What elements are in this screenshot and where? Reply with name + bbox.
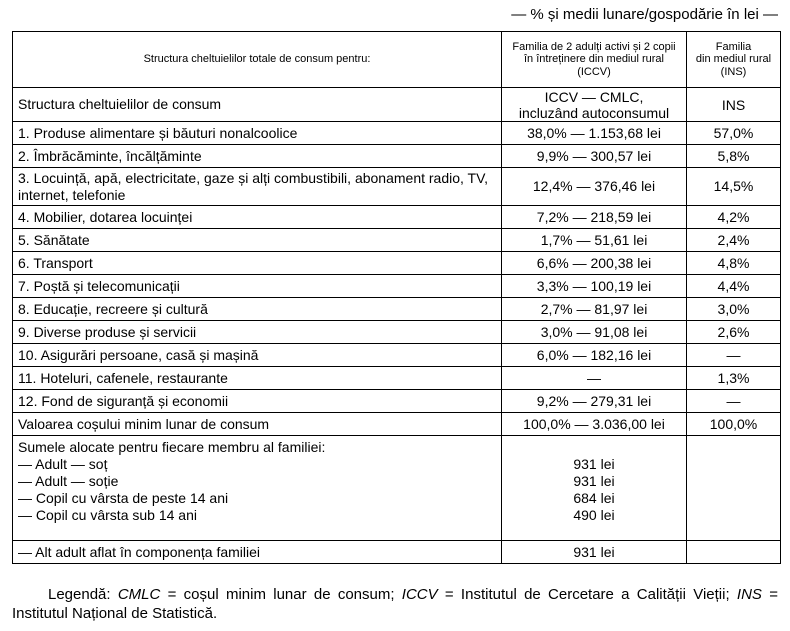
- member-allocation-values: [502, 436, 687, 541]
- legend-ins-abbr: INS: [736, 586, 762, 603]
- row-label: Valoarea coșului minim lunar de consum: [13, 413, 502, 436]
- member-value: 684 lei: [573, 490, 615, 506]
- row-ins-value: 2,6%: [687, 321, 781, 344]
- member-allocation-row: [13, 436, 781, 541]
- row-label: 4. Mobilier, dotarea locuinței: [13, 206, 502, 229]
- member-allocation-title: Sumele alocate pentru fiecare membru al familiei:: [18, 439, 326, 455]
- table-row: [13, 206, 781, 229]
- member-label: — Adult — soț: [18, 456, 108, 472]
- legend-iccv-abbr: ICCV: [401, 586, 438, 603]
- extra-adult-value: 931 lei: [502, 541, 687, 564]
- row-ins-value: —: [687, 344, 781, 367]
- row-iccv-value: 38,0% — 1.153,68 lei: [502, 122, 687, 145]
- header-ins-line1: Familia: [715, 40, 752, 53]
- subheader-structure: Structura cheltuielilor de consum: [13, 88, 502, 122]
- table-row: [13, 298, 781, 321]
- spacer: [507, 439, 681, 456]
- row-ins-value: 4,4%: [687, 275, 781, 298]
- header-iccv-line1: Familia de 2 adulți activi și 2 copii: [512, 40, 676, 53]
- row-ins-value: 5,8%: [687, 145, 781, 168]
- header-ins-line3: (INS): [720, 65, 747, 78]
- row-label: 5. Sănătate: [13, 229, 502, 252]
- subheader-iccv: [502, 88, 687, 122]
- row-ins-value: 3,0%: [687, 298, 781, 321]
- row-label: 6. Transport: [13, 252, 502, 275]
- legend-prefix: Legendă:: [48, 586, 118, 603]
- table-row: [13, 275, 781, 298]
- row-label: 11. Hoteluri, cafenele, restaurante: [13, 367, 502, 390]
- member-value: 931 lei: [573, 456, 615, 472]
- table-row: [13, 229, 781, 252]
- row-ins-value: 4,2%: [687, 206, 781, 229]
- table-row: [13, 344, 781, 367]
- member-label: — Adult — soție: [18, 473, 119, 489]
- row-label: 9. Diverse produse și servicii: [13, 321, 502, 344]
- row-iccv-value: 3,0% — 91,08 lei: [502, 321, 687, 344]
- table-row: [13, 122, 781, 145]
- legend-iccv-def: = Institutul de Cercetare a Calității Vieții;: [437, 586, 737, 603]
- row-iccv-value: 6,0% — 182,16 lei: [502, 344, 687, 367]
- header-structure: Structura cheltuielilor totale de consum pentru:: [13, 32, 502, 88]
- legend-cmlc-def: = coșul minim lunar de consum;: [160, 586, 402, 603]
- table-row: [13, 252, 781, 275]
- member-value: 490 lei: [573, 507, 615, 523]
- row-iccv-value: 3,3% — 100,19 lei: [502, 275, 687, 298]
- table-header-row: [13, 32, 781, 88]
- subheader-ins: INS: [687, 88, 781, 122]
- legend-cmlc-abbr: CMLC: [117, 586, 161, 603]
- row-ins-value: 100,0%: [687, 413, 781, 436]
- extra-adult-ins-empty: [687, 541, 781, 564]
- row-ins-value: 57,0%: [687, 122, 781, 145]
- extra-adult-row: [13, 541, 781, 564]
- consumption-structure-table: [12, 31, 781, 564]
- row-label: 3. Locuință, apă, electricitate, gaze și alți combustibili, abonament radio, TV, internet, telefonie: [13, 168, 502, 206]
- row-ins-value: 2,4%: [687, 229, 781, 252]
- legend-ins-def: = Institutul Național de Statistică.: [12, 586, 778, 622]
- row-label: 8. Educație, recreere și cultură: [13, 298, 502, 321]
- row-iccv-value: 2,7% — 81,97 lei: [502, 298, 687, 321]
- row-label: 10. Asigurări persoane, casă și mașină: [13, 344, 502, 367]
- row-ins-value: —: [687, 390, 781, 413]
- member-allocation-ins-empty: [687, 436, 781, 541]
- table-row: [13, 168, 781, 206]
- row-label: 12. Fond de siguranță și economii: [13, 390, 502, 413]
- row-iccv-value: 6,6% — 200,38 lei: [502, 252, 687, 275]
- row-label: 1. Produse alimentare și băuturi nonalcoolice: [13, 122, 502, 145]
- header-iccv-line3: (ICCV): [577, 65, 611, 78]
- row-label: 7. Poștă și telecomunicații: [13, 275, 502, 298]
- subheader-iccv-line1: ICCV — CMLC,: [544, 88, 644, 105]
- header-iccv-line2: în întreținere din mediul rural: [523, 53, 664, 66]
- row-iccv-value: —: [502, 367, 687, 390]
- row-iccv-value: 12,4% — 376,46 lei: [502, 168, 687, 206]
- row-ins-value: 1,3%: [687, 367, 781, 390]
- table-row: [13, 367, 781, 390]
- row-ins-value: 4,8%: [687, 252, 781, 275]
- row-iccv-value: 7,2% — 218,59 lei: [502, 206, 687, 229]
- table-row: [13, 321, 781, 344]
- header-ins-line2: din mediul rural: [695, 53, 772, 66]
- row-iccv-value: 1,7% — 51,61 lei: [502, 229, 687, 252]
- member-allocation-labels: [13, 436, 502, 541]
- row-label: 2. Îmbrăcăminte, încălțăminte: [13, 145, 502, 168]
- member-label: — Copil cu vârsta de peste 14 ani: [18, 490, 229, 506]
- units-note: — % și medii lunare/gospodărie în lei —: [511, 6, 778, 23]
- member-label: — Copil cu vârsta sub 14 ani: [18, 507, 197, 523]
- table-row-total: [13, 413, 781, 436]
- header-iccv: [502, 32, 687, 88]
- table-subheader-row: [13, 88, 781, 122]
- member-value: 931 lei: [573, 473, 615, 489]
- table-row: [13, 145, 781, 168]
- header-ins: [687, 32, 781, 88]
- subheader-iccv-line2: incluzând autoconsumul: [518, 104, 670, 121]
- legend: [12, 585, 778, 623]
- row-iccv-value: 9,9% — 300,57 lei: [502, 145, 687, 168]
- table-row: [13, 390, 781, 413]
- extra-adult-label: — Alt adult aflat în componența familiei: [13, 541, 502, 564]
- row-iccv-value: 100,0% — 3.036,00 lei: [502, 413, 687, 436]
- row-ins-value: 14,5%: [687, 168, 781, 206]
- row-iccv-value: 9,2% — 279,31 lei: [502, 390, 687, 413]
